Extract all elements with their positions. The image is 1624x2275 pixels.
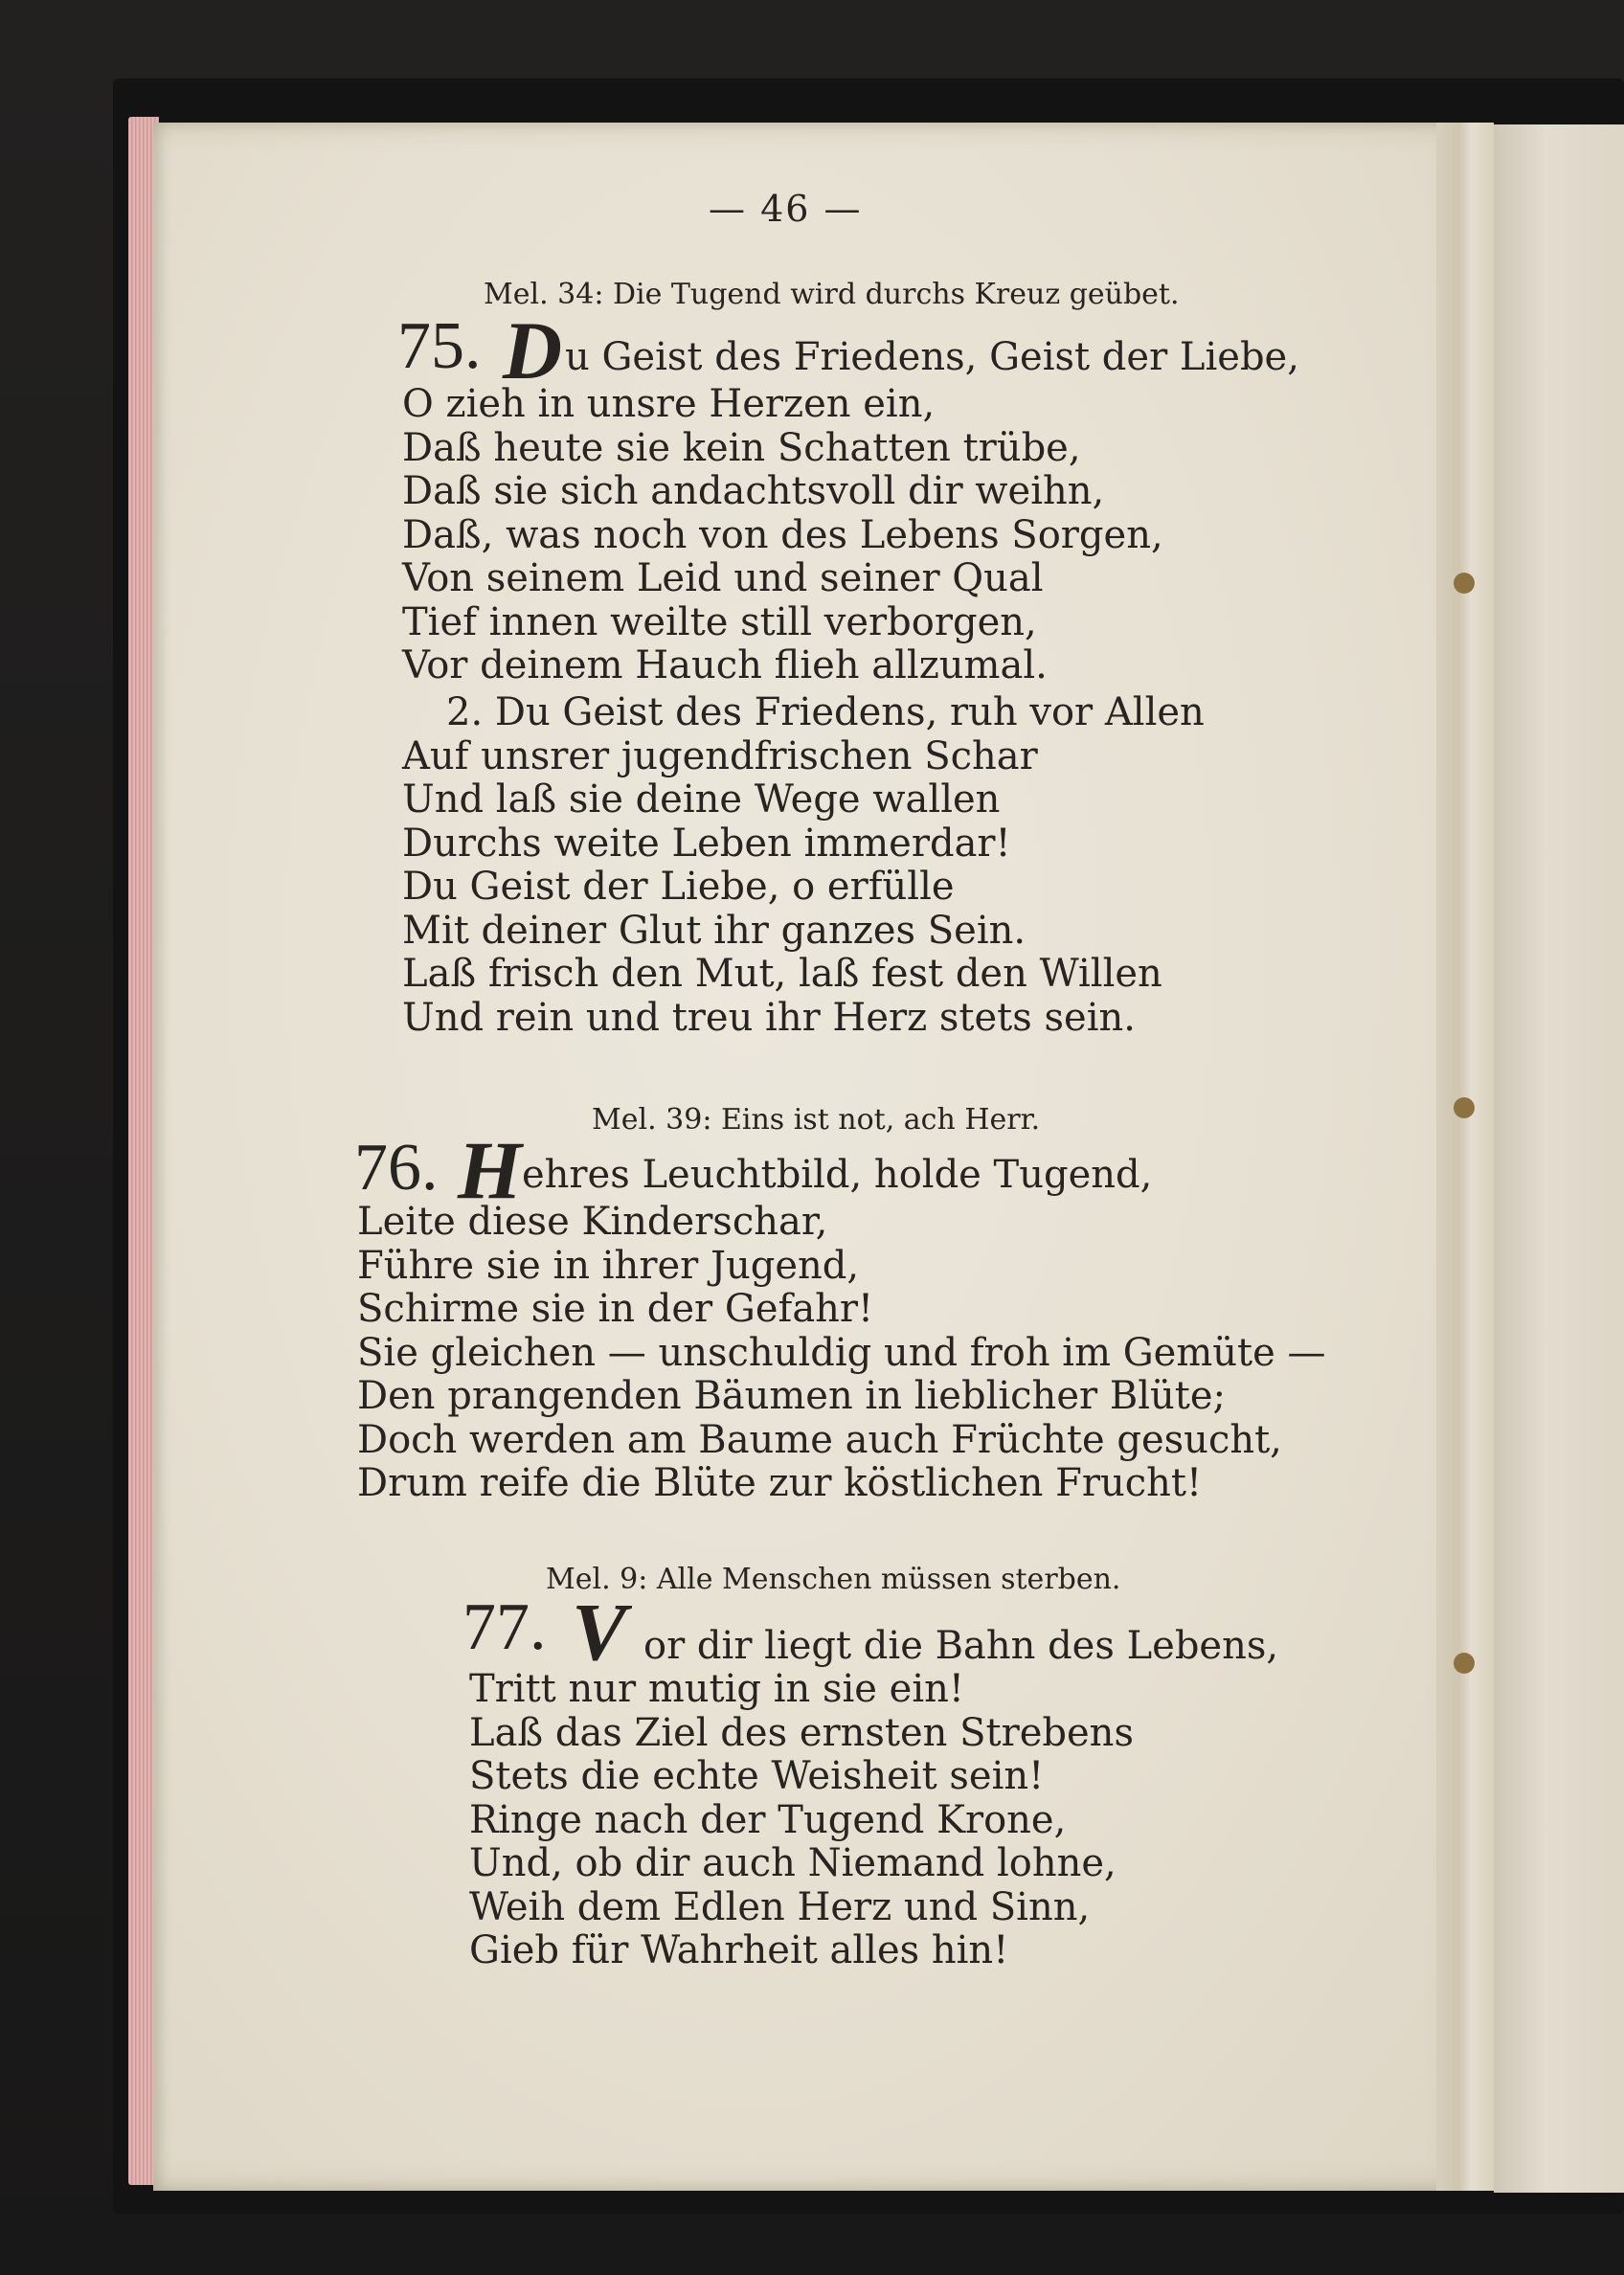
verse-line: Schirme sie in der Gefahr! (357, 1287, 874, 1331)
verse-line: Tief innen weilte still verborgen, (402, 599, 1037, 644)
binding-stitch (1454, 573, 1475, 594)
verse-line: Weih dem Edlen Herz und Sinn, (469, 1884, 1091, 1929)
verse-line: Mit deiner Glut ihr ganzes Sein. (402, 908, 1026, 953)
verse-2 (402, 691, 1205, 1040)
verse-line: Laß frisch den Mut, laß fest den Willen (402, 952, 1162, 996)
verse-line: Von seinem Leid und seiner Qual (402, 556, 1044, 600)
verse-line: Sie gleichen — unschuldig und froh im Gemüte — (357, 1330, 1326, 1375)
drop-initial: D (503, 304, 563, 396)
verse-line: Doch werden am Baume auch Früchte gesucht, (357, 1417, 1282, 1462)
verse-line: Du Geist der Liebe, o erfülle (402, 865, 955, 909)
verse-1 (469, 1668, 1134, 1973)
verse-1 (402, 383, 1163, 688)
verse-line: Laß das Ziel des ernsten Strebens (469, 1710, 1134, 1755)
verse-line: Stets die echte Weisheit sein! (469, 1754, 1045, 1798)
verse-line: Und rein und treu ihr Herz stets sein. (402, 995, 1136, 1040)
melody-line: Mel. 34: Die Tugend wird durchs Kreuz geübet. (484, 278, 1180, 311)
melody-line: Mel. 9: Alle Menschen müssen sterben. (546, 1563, 1121, 1596)
verse-line: Führe sie in ihrer Jugend, (357, 1243, 860, 1288)
hymn-number: 76. (354, 1131, 439, 1205)
verse-1 (357, 1201, 1326, 1506)
verse-line: Drum reife die Blüte zur köstlichen Frucht! (357, 1461, 1203, 1505)
hymn-number: 75. (397, 309, 482, 383)
verse-line: Tritt nur mutig in sie ein! (469, 1667, 964, 1711)
verse-line: Daß sie sich andachtsvoll dir weihn, (402, 469, 1105, 513)
verse-line: Und, ob dir auch Niemand lohne, (469, 1841, 1116, 1885)
verse-line: Den prangenden Bäumen in lieblicher Blüte; (357, 1374, 1226, 1418)
verse-line: Gieb für Wahrheit alles hin! (469, 1928, 1009, 1972)
binding-stitch (1454, 1653, 1475, 1674)
first-line: ehres Leuchtbild, holde Tugend, (522, 1153, 1153, 1197)
verse-line: Und laß sie deine Wege wallen (402, 777, 1001, 822)
first-line: or dir liegt die Bahn des Lebens, (643, 1624, 1279, 1668)
verse-line: O zieh in unsre Herzen ein, (402, 382, 936, 426)
verse-line: Daß heute sie kein Schatten trübe, (402, 425, 1081, 470)
first-line: u Geist des Friedens, Geist der Liebe, (565, 335, 1299, 379)
page-number: — 46 — (709, 188, 863, 230)
binding-stitch (1454, 1097, 1475, 1118)
verse-line: Leite diese Kinderschar, (357, 1200, 828, 1244)
verse-line: 2. Du Geist des Friedens, ruh vor Allen (446, 690, 1205, 734)
verse-line: Durchs weite Leben immerdar! (402, 821, 1011, 866)
verse-line: Ringe nach der Tugend Krone, (469, 1797, 1067, 1842)
drop-initial: V (572, 1586, 627, 1678)
verse-line: Auf unsrer jugendfrischen Schar (402, 733, 1038, 778)
verse-line: Vor deinem Hauch flieh allzumal. (402, 643, 1048, 687)
hymn-number: 77. (462, 1590, 547, 1664)
book-gutter (1436, 123, 1494, 2191)
drop-initial: H (458, 1124, 522, 1216)
melody-line: Mel. 39: Eins ist not, ach Herr. (592, 1103, 1041, 1137)
verse-line: Daß, was noch von des Lebens Sorgen, (402, 512, 1163, 557)
right-page (1494, 124, 1624, 2193)
